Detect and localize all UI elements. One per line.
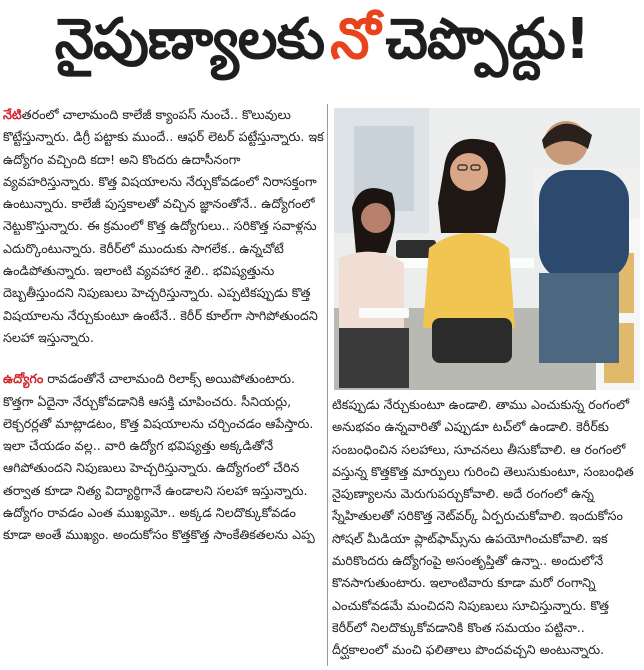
lead-word: నేటి xyxy=(3,107,22,122)
headline-part-1: నైపుణ్యాలకు xyxy=(54,6,325,72)
paragraph-3: టికప్పుడు నేర్చుకుంటూ ఉండాలి. తాము ఎంచుకున్న రంగంలో అనుభవం ఉన్నవారితో ఎప్పుడూ టచ్‌లో ఉండాలి. కెరీర్‌కు సంబంధించిన సలహాలు, సూచనలు తీసుకోవాలి. ఆ రంగంలో వస్తున్న కొత్తకొత్త మార్పులు గురించి తెలుసుకుంటూ, సంబంధిత నైపుణ్యాలను మెరుగుపర్చుకోవాలి. అదే రంగంలో ఉన్న స్నేహితులతో సరికొత్త నెట్‌వర్క్ ఏర్పరుచుకోవాలి. ఇందుకోసం సోషల్ మీడియా ప్లాట్‌ఫామ్స్‌ను ఉపయోగించుకోవాలి. ఇక మరికొందరు ఉద్యోగంపై అసంతృప్తితో ఉన్నా.. అందులోనే కొనసాగుతుంటారు. ఇలాంటివారు కూడా మరో రంగాన్ని ఎంచుకోవడమే మంచిదని నిపుణులు సూచిస్తున్నారు. కొత్త కెరీర్‌లో నిలదొక్కుకోవడానికి కొంత సమయం పట్టినా.. దీర్ఘకాలంలో మంచి ఫలితాలు పొందవచ్చని అంటున్నారు. xyxy=(332,397,634,658)
paragraph-1-text: తరంలో చాలామంది కాలేజీ క్యాంపస్ నుంచే.. కొలువులు కొట్టేస్తున్నారు. డిగ్రీ పట్టాకు ముందే.. ఆఫర్ లెటర్ పట్టేస్తున్నారు. ఇక ఉద్యోగం వచ్చింది కదా! అని కొందరు ఉదాసీనంగా వ్యవహరిస్తున్నారు. కొత్త విషయాలను నేర్చుకోవడంలో నిరాసక్తంగా ఉంటున్నారు. కాలేజీ పుస్తకాలతో వచ్చిన జ్ఞానంతోనే.. ఉద్యోగంలో నెట్టుకొస్తున్నారు. ఈ క్రమంలో కొత్త ఉద్యోగులు.. సరికొత్త సవాళ్లను ఎదుర్కొంటున్నారు. కెరీర్‌లో ముందుకు సాగలేక.. ఉన్నచోటే ఉండిపోతున్నారు. ఇలాంటి వ్యవహార శైలి.. భవిష్యత్తును దెబ్బతీస్తుందని నిపుణులు హెచ్చరిస్తున్నారు. ఎప్పటికప్పుడు కొత్త విషయాలను నేర్చుకుంటూ ఉంటేనే.. కెరీర్ కూల్‌గా సాగిపోతుందని సలహా ఇస్తున్నారు. xyxy=(3,107,324,345)
paragraph-2-text: రావడంతోనే చాలామంది రిలాక్స్ అయిపోతుంటారు. కొత్తగా ఏదైనా నేర్చుకోవడానికి ఆసక్తి చూపించరు. సీనియర్లు, లెక్చరర్లతో మాట్లాడటం, కొత్త విషయాలను చర్చించడం ఆపేస్తారు. ఇలా చేయడం వల్ల.. వారి ఉద్యోగ భవిష్యత్తు అక్కడితోనే ఆగిపోతుందని నిపుణులు హెచ్చరిస్తున్నారు. ఉద్యోగంలో చేరిన తర్వాత కూడా నిత్య విద్యార్థిగానే ఉండాలని సలహా ఇస్తున్నారు. ఉద్యోగం రావడం ఎంత ముఖ్యమో.. అక్కడ నిలదొక్కుకోవడం కూడా అంతే ముఖ్యం. అందుకోసం కొత్తకొత్త సాంకేతికతలను ఎప్ప xyxy=(3,371,315,543)
headline-accent: నో xyxy=(330,6,380,72)
headline xyxy=(0,0,644,92)
headline-part-2: చెప్పొద్దు! xyxy=(385,6,590,72)
paragraph-2 xyxy=(3,368,324,546)
paragraph-2-lead: ఉద్యోగం xyxy=(3,371,44,387)
article-left-column xyxy=(3,104,324,547)
article-right-column xyxy=(332,394,640,662)
column-divider xyxy=(327,104,328,666)
paragraph-1 xyxy=(3,104,324,349)
article-photo xyxy=(334,108,640,390)
photo-illustration xyxy=(334,108,640,390)
